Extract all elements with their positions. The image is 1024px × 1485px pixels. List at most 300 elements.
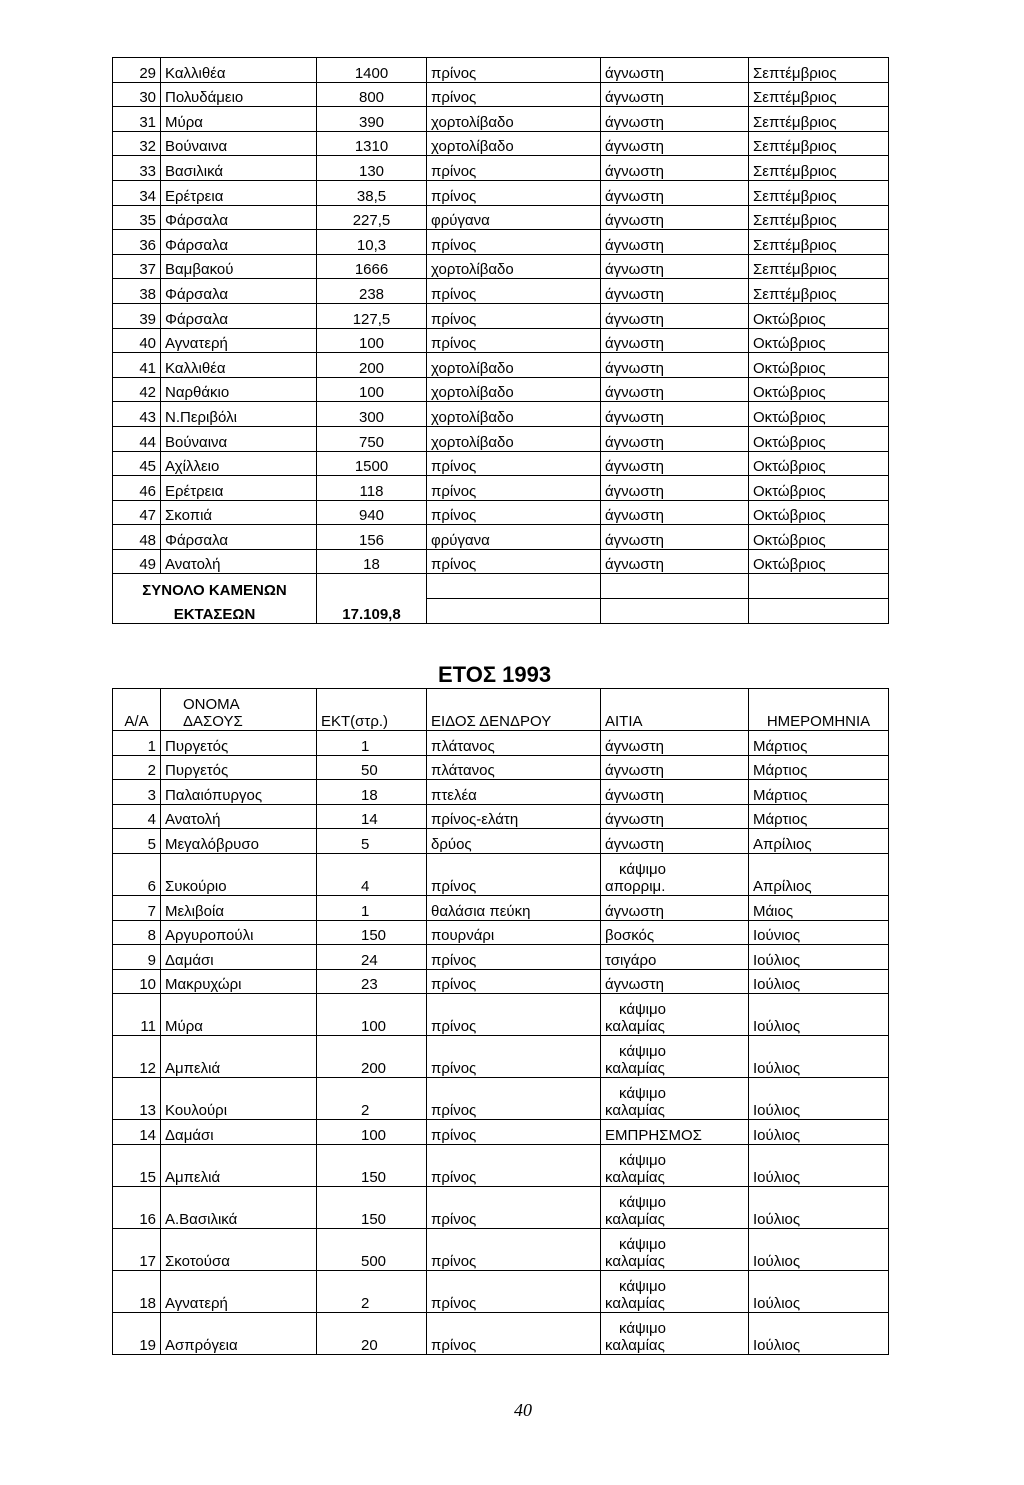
forest-name: Παλαιόπυργος: [161, 780, 317, 805]
fire-month: Σεπτέμβριος: [749, 230, 889, 255]
total-label-line-1: ΣΥΝΟΛΟ ΚΑΜΕΝΩΝ: [113, 574, 317, 599]
row-number: 2: [113, 755, 161, 780]
table-row: [113, 1228, 889, 1270]
row-number: 16: [113, 1186, 161, 1228]
forest-name: Ανατολή: [161, 549, 317, 574]
fire-month: Ιούλιος: [749, 1312, 889, 1354]
table-row: [113, 525, 889, 550]
row-number: 4: [113, 804, 161, 829]
area-value: 24: [317, 945, 427, 970]
table-row: [113, 780, 889, 805]
table-row: [113, 377, 889, 402]
page-number: 40: [514, 1400, 532, 1420]
tree-species: πρίνος: [427, 279, 601, 304]
row-number: 30: [113, 82, 161, 107]
tree-species: χορτολίβαδο: [427, 254, 601, 279]
area-value: 20: [317, 1312, 427, 1354]
tree-species: πρίνος: [427, 1078, 601, 1120]
fire-cause: βοσκός: [601, 920, 749, 945]
table-row: [113, 131, 889, 156]
table-row: [113, 353, 889, 378]
row-number: 44: [113, 426, 161, 451]
fire-month: Ιούλιος: [749, 1078, 889, 1120]
row-number: 46: [113, 476, 161, 501]
row-number: 14: [113, 1120, 161, 1145]
forest-name: Πυργετός: [161, 755, 317, 780]
tree-species: πρίνος: [427, 156, 601, 181]
total-label-line-2: ΕΚΤΑΣΕΩΝ: [113, 599, 317, 624]
table-row: [113, 829, 889, 854]
fire-cause: άγνωστη: [601, 107, 749, 132]
fires-table-1993: [112, 688, 889, 1355]
area-value: 150: [317, 1144, 427, 1186]
table-row: [113, 107, 889, 132]
fire-cause: άγνωστη: [601, 82, 749, 107]
fire-cause: άγνωστη: [601, 731, 749, 756]
fire-month: Ιούλιος: [749, 1120, 889, 1145]
table-row: [113, 180, 889, 205]
fire-month: Σεπτέμβριος: [749, 156, 889, 181]
area-value: 227,5: [317, 205, 427, 230]
forest-name: Ερέτρεια: [161, 180, 317, 205]
fire-cause: [601, 1036, 749, 1078]
fire-month: Σεπτέμβριος: [749, 82, 889, 107]
fire-cause: άγνωστη: [601, 476, 749, 501]
fire-cause: άγνωστη: [601, 426, 749, 451]
tree-species: πουρνάρι: [427, 920, 601, 945]
forest-name: Μακρυχώρι: [161, 969, 317, 994]
fire-cause: [601, 1228, 749, 1270]
fire-cause: άγνωστη: [601, 969, 749, 994]
forest-name: Πυργετός: [161, 731, 317, 756]
fire-cause: άγνωστη: [601, 279, 749, 304]
tree-species: πρίνος: [427, 500, 601, 525]
row-number: 10: [113, 969, 161, 994]
area-value: 50: [317, 755, 427, 780]
forest-name: Αμπελιά: [161, 1036, 317, 1078]
row-number: 33: [113, 156, 161, 181]
area-value: 100: [317, 328, 427, 353]
row-number: 40: [113, 328, 161, 353]
area-value: 238: [317, 279, 427, 304]
tree-species: πρίνος: [427, 1186, 601, 1228]
fire-month: Ιούλιος: [749, 1270, 889, 1312]
fire-month: Οκτώβριος: [749, 402, 889, 427]
table-row: [113, 1270, 889, 1312]
fire-month: Οκτώβριος: [749, 426, 889, 451]
area-value: 300: [317, 402, 427, 427]
forest-name: Βασιλικά: [161, 156, 317, 181]
forest-name: Φάρσαλα: [161, 279, 317, 304]
fire-cause: άγνωστη: [601, 131, 749, 156]
tree-species: πρίνος: [427, 328, 601, 353]
row-number: 41: [113, 353, 161, 378]
tree-species: πρίνος: [427, 1036, 601, 1078]
tree-species: πρίνος: [427, 549, 601, 574]
fire-cause-line-1: κάψιμο: [619, 1277, 666, 1295]
row-number: 49: [113, 549, 161, 574]
fire-cause: [601, 1078, 749, 1120]
fire-cause-line-1: κάψιμο: [619, 1001, 666, 1019]
fire-month: Οκτώβριος: [749, 328, 889, 353]
table-row: [113, 500, 889, 525]
table-row: [113, 205, 889, 230]
fire-cause: άγνωστη: [601, 525, 749, 550]
fire-cause: άγνωστη: [601, 755, 749, 780]
row-number: 19: [113, 1312, 161, 1354]
row-number: 3: [113, 780, 161, 805]
area-value: 150: [317, 1186, 427, 1228]
table-row: [113, 1036, 889, 1078]
fire-month: Οκτώβριος: [749, 500, 889, 525]
tree-species: πρίνος: [427, 969, 601, 994]
table-row: [113, 1186, 889, 1228]
fire-month: Οκτώβριος: [749, 303, 889, 328]
forest-name: Ν.Περιβόλι: [161, 402, 317, 427]
fire-cause: άγνωστη: [601, 328, 749, 353]
table-row: [113, 328, 889, 353]
area-value: 14: [317, 804, 427, 829]
fire-cause: άγνωστη: [601, 156, 749, 181]
forest-name: Αγνατερή: [161, 1270, 317, 1312]
fire-cause: άγνωστη: [601, 58, 749, 83]
fire-month: Ιούλιος: [749, 1144, 889, 1186]
header-name-line-1: ΟΝΟΜΑ: [183, 696, 240, 713]
table-row: [113, 254, 889, 279]
fire-month: Μάιος: [749, 895, 889, 920]
forest-name: Καλλιθέα: [161, 58, 317, 83]
table-row: [113, 230, 889, 255]
fire-month: Σεπτέμβριος: [749, 254, 889, 279]
fire-month: Ιούλιος: [749, 969, 889, 994]
fire-cause: [601, 1186, 749, 1228]
tree-species: πτελέα: [427, 780, 601, 805]
area-value: 2: [317, 1270, 427, 1312]
area-value: 150: [317, 920, 427, 945]
table-row: [113, 549, 889, 574]
tree-species: πρίνος-ελάτη: [427, 804, 601, 829]
tree-species: πρίνος: [427, 945, 601, 970]
forest-name: Ανατολή: [161, 804, 317, 829]
tree-species: χορτολίβαδο: [427, 426, 601, 451]
forest-name: Φάρσαλα: [161, 205, 317, 230]
table-header-row: [113, 689, 889, 731]
row-number: 15: [113, 1144, 161, 1186]
fire-cause: άγνωστη: [601, 180, 749, 205]
row-number: 45: [113, 451, 161, 476]
table-row: [113, 58, 889, 83]
header-name: [161, 689, 317, 731]
forest-name: Συκούριο: [161, 853, 317, 895]
fire-cause-line-2: καλαμίας: [605, 1102, 665, 1120]
row-number: 29: [113, 58, 161, 83]
fire-month: Ιούλιος: [749, 945, 889, 970]
table-row: [113, 920, 889, 945]
forest-name: Σκοπιά: [161, 500, 317, 525]
area-value: 23: [317, 969, 427, 994]
fire-cause: άγνωστη: [601, 377, 749, 402]
tree-species: πρίνος: [427, 180, 601, 205]
tree-species: φρύγανα: [427, 525, 601, 550]
total-value: 17.109,8: [317, 599, 427, 624]
fire-cause: άγνωστη: [601, 230, 749, 255]
table-row: [113, 804, 889, 829]
forest-name: Αργυροπούλι: [161, 920, 317, 945]
tree-species: πρίνος: [427, 1312, 601, 1354]
header-area: ΕΚΤ(στρ.): [317, 689, 427, 731]
forest-name: Κουλούρι: [161, 1078, 317, 1120]
area-value: 156: [317, 525, 427, 550]
fire-cause: άγνωστη: [601, 780, 749, 805]
forest-name: Ναρθάκιο: [161, 377, 317, 402]
fire-month: Οκτώβριος: [749, 353, 889, 378]
fire-cause: [601, 853, 749, 895]
row-number: 34: [113, 180, 161, 205]
table-row: [113, 156, 889, 181]
table-row: [113, 994, 889, 1036]
fire-cause-line-1: κάψιμο: [619, 1193, 666, 1211]
tree-species: πρίνος: [427, 58, 601, 83]
table-row: [113, 945, 889, 970]
fire-cause: άγνωστη: [601, 500, 749, 525]
area-value: 100: [317, 1120, 427, 1145]
row-number: 17: [113, 1228, 161, 1270]
row-number: 5: [113, 829, 161, 854]
fire-month: Ιούλιος: [749, 1228, 889, 1270]
fire-month: Σεπτέμβριος: [749, 205, 889, 230]
tree-species: φρύγανα: [427, 205, 601, 230]
fire-cause: [601, 1144, 749, 1186]
table-row: [113, 1120, 889, 1145]
fire-cause: άγνωστη: [601, 303, 749, 328]
table-row: [113, 82, 889, 107]
fire-month: Μάρτιος: [749, 804, 889, 829]
forest-name: Αγνατερή: [161, 328, 317, 353]
fire-month: Μάρτιος: [749, 755, 889, 780]
fires-table-1992: [112, 57, 889, 624]
tree-species: χορτολίβαδο: [427, 107, 601, 132]
row-number: 47: [113, 500, 161, 525]
table-row: [113, 853, 889, 895]
tree-species: πρίνος: [427, 476, 601, 501]
fire-cause-line-1: κάψιμο: [619, 1151, 666, 1169]
fire-cause: [601, 994, 749, 1036]
table-row: [113, 1078, 889, 1120]
fire-month: Μάρτιος: [749, 731, 889, 756]
area-value: 18: [317, 549, 427, 574]
tree-species: πρίνος: [427, 451, 601, 476]
tree-species: πρίνος: [427, 1144, 601, 1186]
forest-name: Βαμβακού: [161, 254, 317, 279]
total-row-2: [113, 599, 889, 624]
area-value: 130: [317, 156, 427, 181]
row-number: 7: [113, 895, 161, 920]
tree-species: δρύος: [427, 829, 601, 854]
header-cause: ΑΙΤΙΑ: [601, 689, 749, 731]
fire-cause: άγνωστη: [601, 549, 749, 574]
forest-name: Φάρσαλα: [161, 525, 317, 550]
fire-cause-line-1: κάψιμο: [619, 1085, 666, 1103]
forest-name: Καλλιθέα: [161, 353, 317, 378]
fire-cause-line-2: καλαμίας: [605, 1294, 665, 1312]
fire-month: Απρίλιος: [749, 829, 889, 854]
area-value: 127,5: [317, 303, 427, 328]
area-value: 1666: [317, 254, 427, 279]
forest-name: Δαμάσι: [161, 1120, 317, 1145]
table-row: [113, 426, 889, 451]
tree-species: χορτολίβαδο: [427, 353, 601, 378]
fire-cause-line-2: καλαμίας: [605, 1336, 665, 1354]
tree-species: χορτολίβαδο: [427, 402, 601, 427]
tree-species: πρίνος: [427, 82, 601, 107]
fire-cause: τσιγάρο: [601, 945, 749, 970]
fire-cause: άγνωστη: [601, 829, 749, 854]
row-number: 32: [113, 131, 161, 156]
header-date: ΗΜΕΡΟΜΗΝΙΑ: [749, 689, 889, 731]
area-value: 2: [317, 1078, 427, 1120]
area-value: 100: [317, 994, 427, 1036]
fire-month: Ιούνιος: [749, 920, 889, 945]
area-value: 5: [317, 829, 427, 854]
fire-cause-line-2: απορριμ.: [605, 877, 666, 895]
fire-month: Απρίλιος: [749, 853, 889, 895]
fire-cause-line-2: καλαμίας: [605, 1210, 665, 1228]
row-number: 11: [113, 994, 161, 1036]
row-number: 35: [113, 205, 161, 230]
table-row: [113, 402, 889, 427]
forest-name: Φάρσαλα: [161, 230, 317, 255]
row-number: 13: [113, 1078, 161, 1120]
forest-name: Μύρα: [161, 107, 317, 132]
table-row: [113, 476, 889, 501]
tree-species: πλάτανος: [427, 755, 601, 780]
row-number: 8: [113, 920, 161, 945]
forest-name: Σκοτούσα: [161, 1228, 317, 1270]
table-row: [113, 895, 889, 920]
fire-cause: ΕΜΠΡΗΣΜΟΣ: [601, 1120, 749, 1145]
fire-month: Ιούλιος: [749, 1186, 889, 1228]
forest-name: Αχίλλειο: [161, 451, 317, 476]
row-number: 39: [113, 303, 161, 328]
forest-name: Δαμάσι: [161, 945, 317, 970]
fire-month: Σεπτέμβριος: [749, 131, 889, 156]
fire-cause-line-1: κάψιμο: [619, 860, 666, 878]
tree-species: πρίνος: [427, 1228, 601, 1270]
forest-name: Μύρα: [161, 994, 317, 1036]
area-value: 100: [317, 377, 427, 402]
area-value: 940: [317, 500, 427, 525]
fire-month: Σεπτέμβριος: [749, 279, 889, 304]
area-value: 38,5: [317, 180, 427, 205]
row-number: 18: [113, 1270, 161, 1312]
area-value: 1: [317, 731, 427, 756]
area-value: 390: [317, 107, 427, 132]
header-name-line-2: ΔΑΣΟΥΣ: [183, 713, 243, 730]
tree-species: πρίνος: [427, 994, 601, 1036]
fire-month: Οκτώβριος: [749, 476, 889, 501]
fire-month: Σεπτέμβριος: [749, 58, 889, 83]
tree-species: χορτολίβαδο: [427, 131, 601, 156]
fire-cause: [601, 1312, 749, 1354]
fire-month: Σεπτέμβριος: [749, 180, 889, 205]
table-row: [113, 303, 889, 328]
fire-cause: άγνωστη: [601, 205, 749, 230]
header-aa: Α/Α: [113, 689, 161, 731]
area-value: 200: [317, 353, 427, 378]
row-number: 9: [113, 945, 161, 970]
area-value: 500: [317, 1228, 427, 1270]
row-number: 48: [113, 525, 161, 550]
forest-name: Πολυδάμειο: [161, 82, 317, 107]
fire-month: Οκτώβριος: [749, 451, 889, 476]
fire-cause: άγνωστη: [601, 402, 749, 427]
fire-cause: άγνωστη: [601, 451, 749, 476]
area-value: 1400: [317, 58, 427, 83]
table-row: [113, 969, 889, 994]
fire-month: Οκτώβριος: [749, 377, 889, 402]
row-number: 38: [113, 279, 161, 304]
forest-name: Ερέτρεια: [161, 476, 317, 501]
forest-name: Βούναινα: [161, 426, 317, 451]
tree-species: θαλάσια πεύκη: [427, 895, 601, 920]
forest-name: Α.Βασιλικά: [161, 1186, 317, 1228]
tree-species: χορτολίβαδο: [427, 377, 601, 402]
area-value: 10,3: [317, 230, 427, 255]
table-row: [113, 755, 889, 780]
row-number: 6: [113, 853, 161, 895]
forest-name: Φάρσαλα: [161, 303, 317, 328]
fire-cause: άγνωστη: [601, 804, 749, 829]
tree-species: πρίνος: [427, 853, 601, 895]
tree-species: πρίνος: [427, 1120, 601, 1145]
fire-month: Οκτώβριος: [749, 549, 889, 574]
row-number: 36: [113, 230, 161, 255]
row-number: 37: [113, 254, 161, 279]
tree-species: πρίνος: [427, 1270, 601, 1312]
area-value: 750: [317, 426, 427, 451]
tree-species: πλάτανος: [427, 731, 601, 756]
table-row: [113, 451, 889, 476]
fire-month: Ιούλιος: [749, 1036, 889, 1078]
fire-cause: άγνωστη: [601, 895, 749, 920]
area-value: 800: [317, 82, 427, 107]
table-row: [113, 731, 889, 756]
area-value: 200: [317, 1036, 427, 1078]
fire-month: Οκτώβριος: [749, 525, 889, 550]
row-number: 43: [113, 402, 161, 427]
fire-cause-line-2: καλαμίας: [605, 1168, 665, 1186]
area-value: 118: [317, 476, 427, 501]
fire-cause-line-1: κάψιμο: [619, 1235, 666, 1253]
row-number: 31: [113, 107, 161, 132]
fire-cause: άγνωστη: [601, 254, 749, 279]
forest-name: Βούναινα: [161, 131, 317, 156]
row-number: 42: [113, 377, 161, 402]
row-number: 12: [113, 1036, 161, 1078]
tree-species: πρίνος: [427, 230, 601, 255]
fire-cause-line-2: καλαμίας: [605, 1252, 665, 1270]
area-value: 1310: [317, 131, 427, 156]
fire-month: Ιούλιος: [749, 994, 889, 1036]
fire-cause-line-1: κάψιμο: [619, 1043, 666, 1061]
forest-name: Αμπελιά: [161, 1144, 317, 1186]
fire-month: Μάρτιος: [749, 780, 889, 805]
fire-cause: [601, 1270, 749, 1312]
table-row: [113, 279, 889, 304]
forest-name: Ασπρόγεια: [161, 1312, 317, 1354]
fire-cause-line-2: καλαμίας: [605, 1060, 665, 1078]
fire-month: Σεπτέμβριος: [749, 107, 889, 132]
